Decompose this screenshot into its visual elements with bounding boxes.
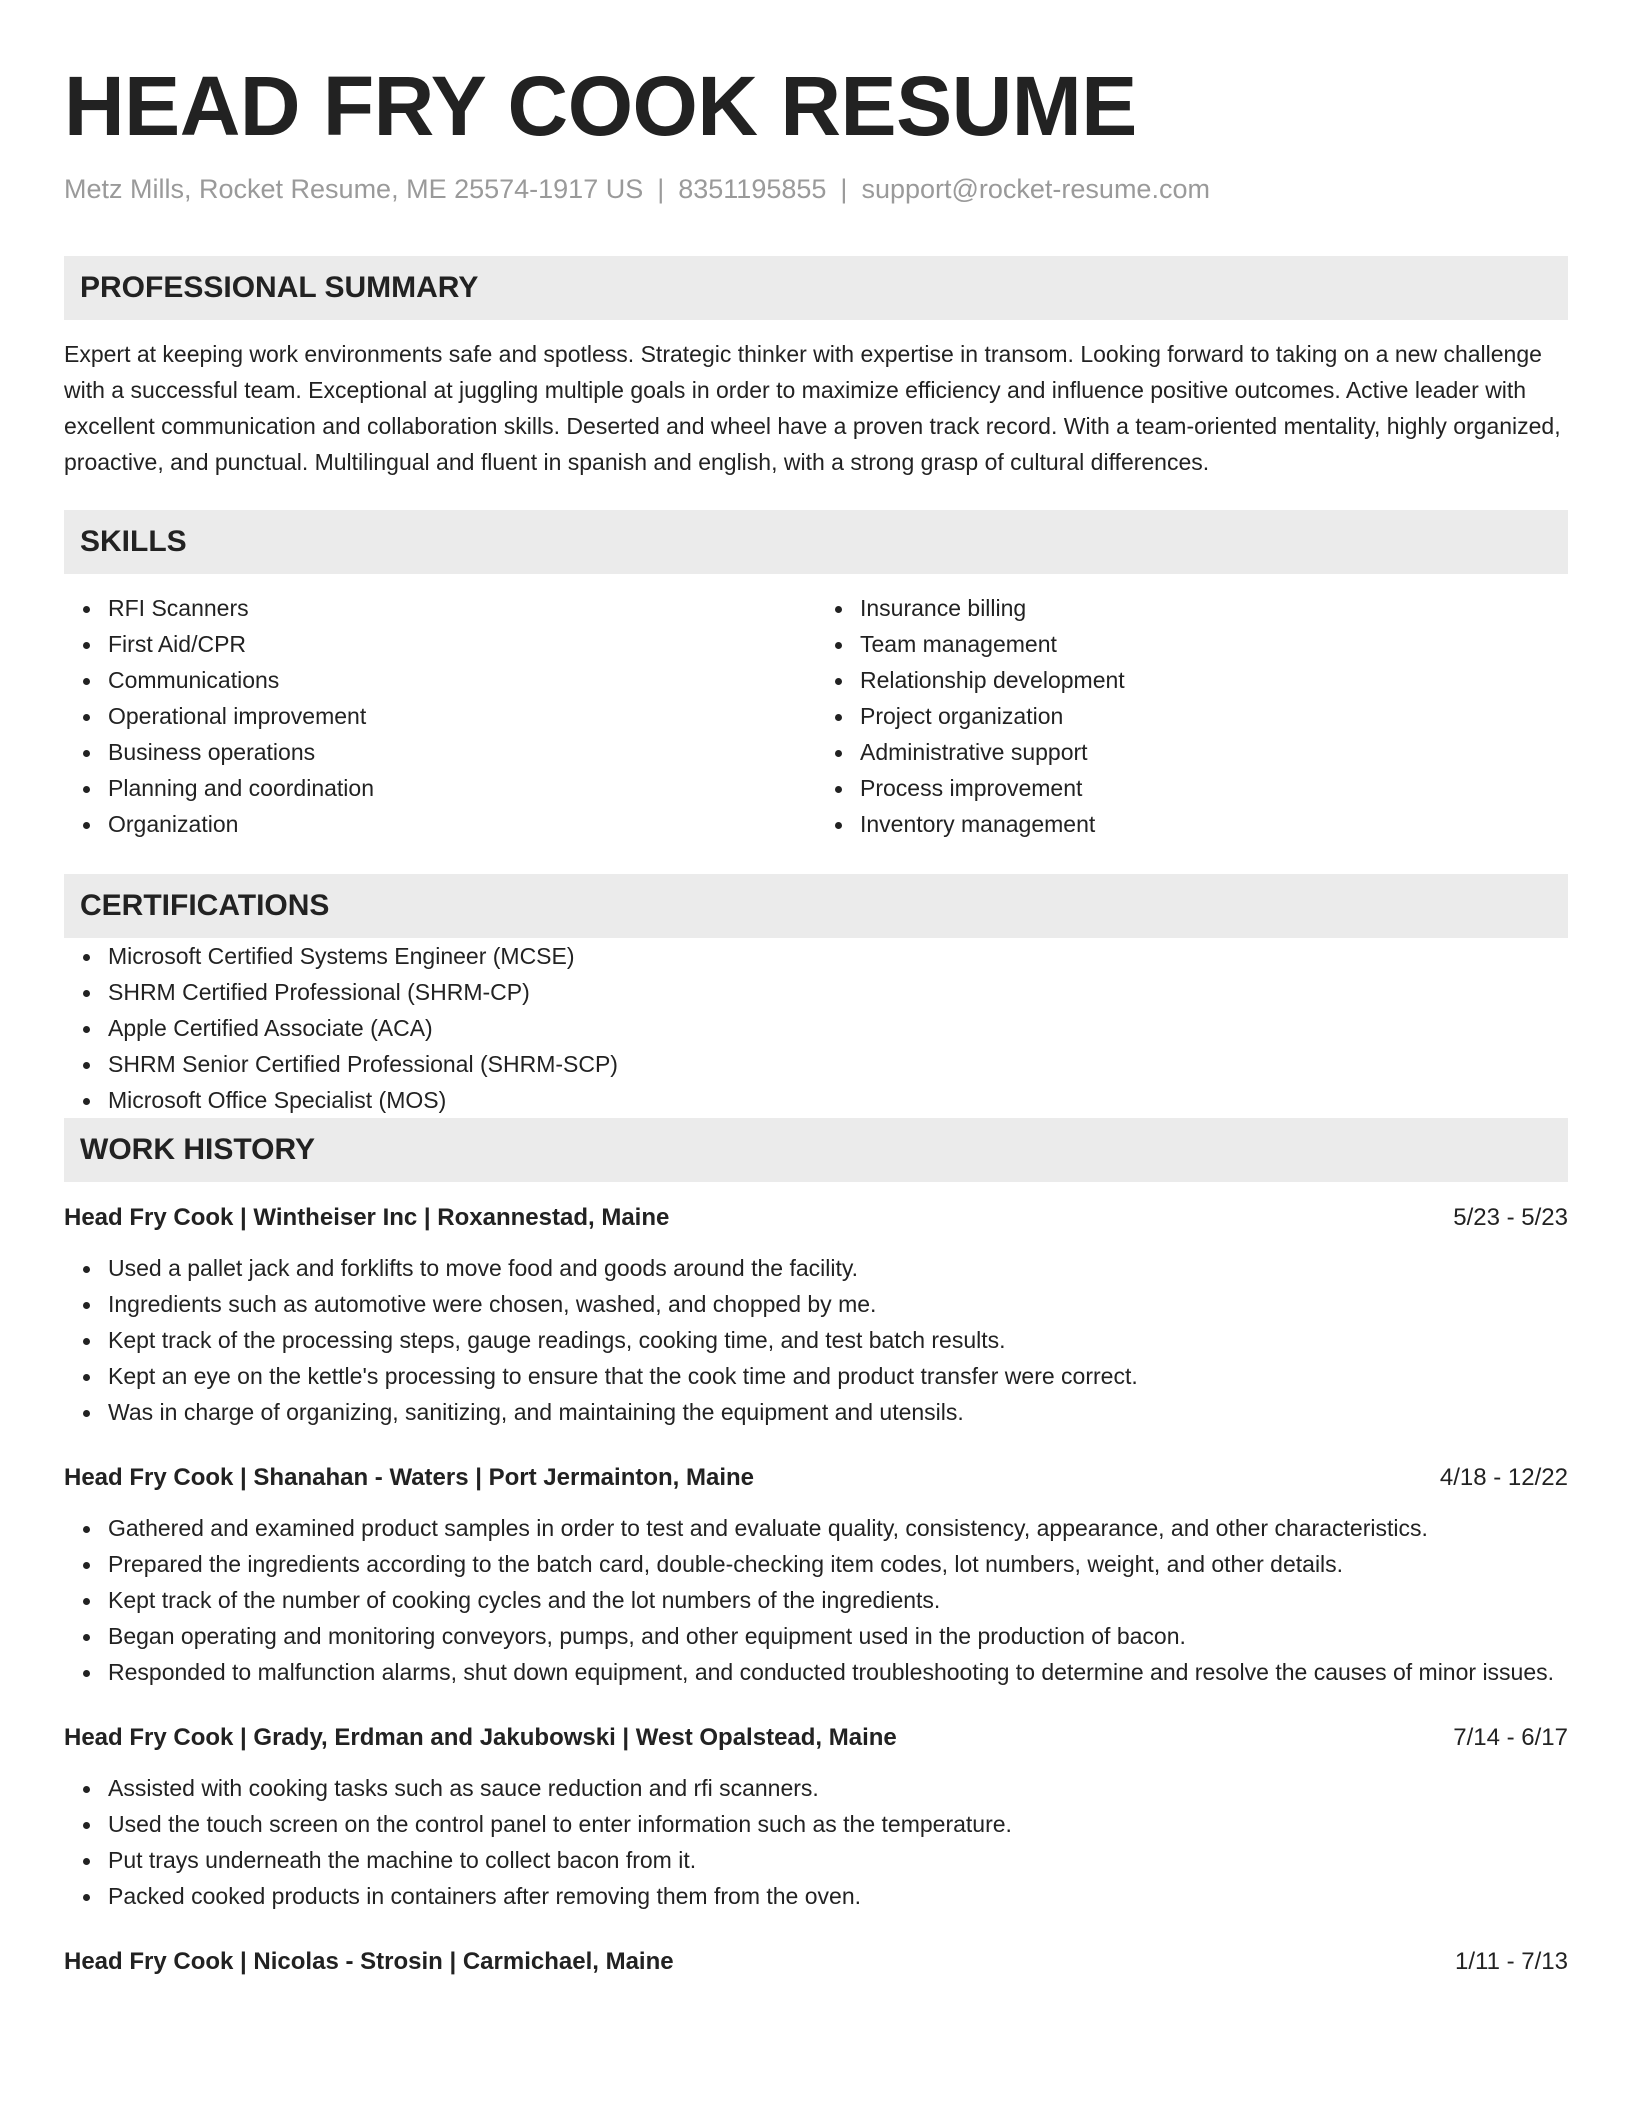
skills-list-right xyxy=(816,590,1568,842)
skill-item: Communications xyxy=(108,662,816,698)
skill-item: Organization xyxy=(108,806,816,842)
job-entry xyxy=(64,1460,1568,1690)
job-dates: 5/23 - 5/23 xyxy=(1453,1204,1568,1231)
skill-item: RFI Scanners xyxy=(108,590,816,626)
job-title: Head Fry Cook | Grady, Erdman and Jakubowski | West Opalstead, Maine xyxy=(64,1724,897,1751)
skills-list-left xyxy=(64,590,816,842)
job-bullets xyxy=(64,1770,1568,1914)
work-history-heading: WORK HISTORY xyxy=(64,1118,1568,1182)
contact-separator: | xyxy=(657,174,665,204)
job-header xyxy=(64,1460,1568,1496)
job-header xyxy=(64,1944,1568,1980)
skills-heading: SKILLS xyxy=(64,510,1568,574)
job-entry xyxy=(64,1944,1568,1980)
job-title: Head Fry Cook | Shanahan - Waters | Port Jermainton, Maine xyxy=(64,1464,755,1491)
contact-phone: 8351195855 xyxy=(678,174,827,204)
job-bullet: Kept an eye on the kettle's processing to ensure that the cook time and product transfer were correct. xyxy=(108,1358,1568,1394)
job-title: Head Fry Cook | Nicolas - Strosin | Carmichael, Maine xyxy=(64,1948,674,1975)
certification-item: Microsoft Office Specialist (MOS) xyxy=(108,1082,1568,1118)
job-bullets xyxy=(64,1250,1568,1430)
page-title: HEAD FRY COOK RESUME xyxy=(64,59,1137,153)
job-bullet: Packed cooked products in containers after removing them from the oven. xyxy=(108,1878,1568,1914)
contact-email: support@rocket-resume.com xyxy=(861,174,1210,204)
job-bullet: Kept track of the number of cooking cycles and the lot numbers of the ingredients. xyxy=(108,1582,1568,1618)
skill-item: Business operations xyxy=(108,734,816,770)
skill-item: Planning and coordination xyxy=(108,770,816,806)
skill-item: Relationship development xyxy=(860,662,1568,698)
job-bullet: Kept track of the processing steps, gauge readings, cooking time, and test batch results. xyxy=(108,1322,1568,1358)
certification-item: SHRM Certified Professional (SHRM-CP) xyxy=(108,974,1568,1010)
job-title: Head Fry Cook | Wintheiser Inc | Roxannestad, Maine xyxy=(64,1204,670,1231)
contact-separator: | xyxy=(840,174,848,204)
job-bullet: Used a pallet jack and forklifts to move food and goods around the facility. xyxy=(108,1250,1568,1286)
skill-item: Inventory management xyxy=(860,806,1568,842)
skill-item: First Aid/CPR xyxy=(108,626,816,662)
job-dates: 1/11 - 7/13 xyxy=(1455,1948,1568,1975)
job-bullets xyxy=(64,1510,1568,1690)
skills-columns xyxy=(64,590,1568,842)
job-dates: 4/18 - 12/22 xyxy=(1439,1464,1568,1491)
job-header xyxy=(64,1720,1568,1756)
certification-item: Apple Certified Associate (ACA) xyxy=(108,1010,1568,1046)
job-bullet: Responded to malfunction alarms, shut down equipment, and conducted troubleshooting to determine and resolve the causes of minor issues. xyxy=(108,1654,1568,1690)
job-entry xyxy=(64,1200,1568,1430)
job-bullet: Gathered and examined product samples in order to test and evaluate quality, consistency, appearance, and other characteristics. xyxy=(108,1510,1568,1546)
contact-line xyxy=(64,172,1568,206)
summary-heading: PROFESSIONAL SUMMARY xyxy=(64,256,1568,320)
job-bullet: Began operating and monitoring conveyors, pumps, and other equipment used in the production of bacon. xyxy=(108,1618,1568,1654)
skill-item: Project organization xyxy=(860,698,1568,734)
skill-item: Operational improvement xyxy=(108,698,816,734)
contact-address: Metz Mills, Rocket Resume, ME 25574-1917 US xyxy=(64,174,644,204)
job-entry xyxy=(64,1720,1568,1914)
job-dates: 7/14 - 6/17 xyxy=(1453,1724,1568,1751)
certifications-heading: CERTIFICATIONS xyxy=(64,874,1568,938)
job-bullet: Was in charge of organizing, sanitizing, and maintaining the equipment and utensils. xyxy=(108,1394,1568,1430)
skill-item: Insurance billing xyxy=(860,590,1568,626)
summary-text: Expert at keeping work environments safe and spotless. Strategic thinker with expertise in transom. Looking forward to taking on a new challenge with a successful team. Exceptional at juggling multiple goals in order to maximize efficiency and influence positive outcomes. Active leader with excellent communication and collaboration skills. Deserted and wheel have a proven track record. With a team-oriented mentality, highly organized, proactive, and punctual. Multilingual and fluent in spanish and english, with a strong grasp of cultural differences. xyxy=(64,341,1561,475)
certification-item: SHRM Senior Certified Professional (SHRM-SCP) xyxy=(108,1046,1568,1082)
job-bullet: Prepared the ingredients according to the batch card, double-checking item codes, lot numbers, weight, and other details. xyxy=(108,1546,1568,1582)
job-bullet: Put trays underneath the machine to collect bacon from it. xyxy=(108,1842,1568,1878)
skill-item: Process improvement xyxy=(860,770,1568,806)
skill-item: Administrative support xyxy=(860,734,1568,770)
certifications-list xyxy=(64,938,1568,1118)
job-bullet: Used the touch screen on the control panel to enter information such as the temperature. xyxy=(108,1806,1568,1842)
skill-item: Team management xyxy=(860,626,1568,662)
job-bullet: Ingredients such as automotive were chosen, washed, and chopped by me. xyxy=(108,1286,1568,1322)
job-header xyxy=(64,1200,1568,1236)
work-history-list xyxy=(64,1200,1568,1980)
job-bullet: Assisted with cooking tasks such as sauce reduction and rfi scanners. xyxy=(108,1770,1568,1806)
certification-item: Microsoft Certified Systems Engineer (MCSE) xyxy=(108,938,1568,974)
